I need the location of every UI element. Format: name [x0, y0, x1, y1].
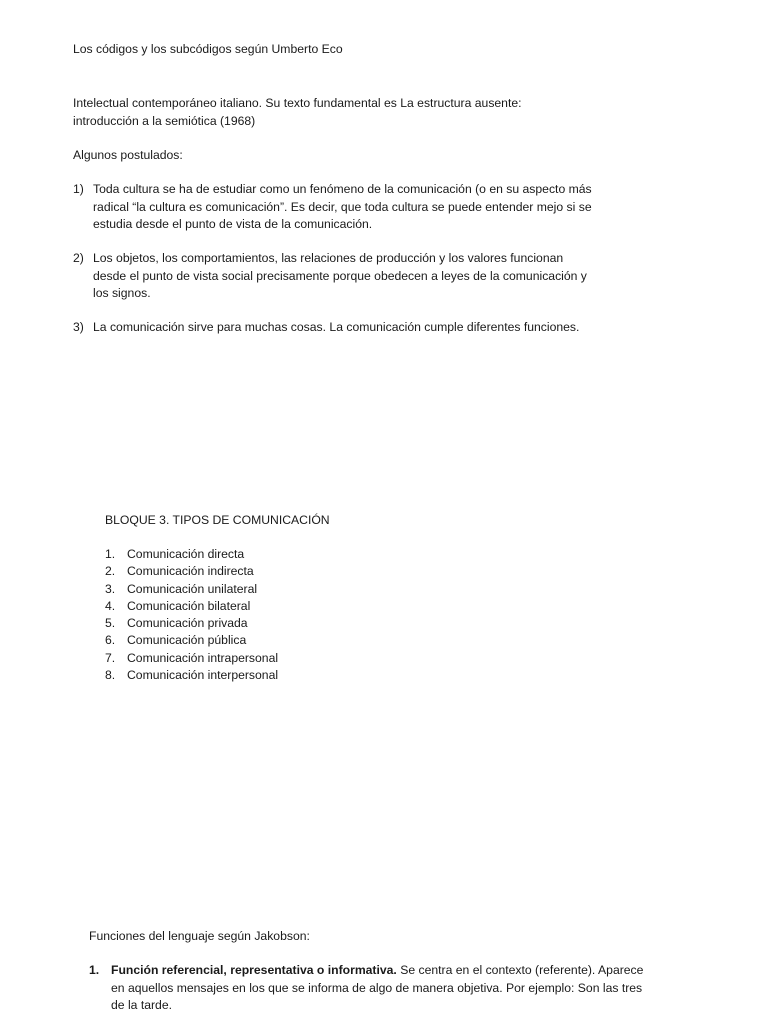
funcion-description: Se centra en el contexto (referente). Aparece en aquellos mensajes en los que se informa de algo de manera objetiva. Por ejemplo: Son las tres de la tarde. — [111, 963, 644, 1012]
postulados-heading: Algunos postulados: — [73, 148, 183, 162]
postulado-number: 3) — [73, 320, 84, 334]
intro-line-2: introducción a la semiótica (1968) — [73, 113, 256, 128]
intro-paragraph — [73, 95, 522, 130]
list-item-number: 8. — [105, 668, 116, 683]
list-item-label: Comunicación interpersonal — [127, 668, 279, 683]
postulado-text: Toda cultura se ha de estudiar como un fenómeno de la comunicación (o en su aspecto más radical “la cultura es comunicación”. Es decir, que toda cultura se puede entender mejo si se estudia desde el punto de vista de la comunicación. — [93, 182, 592, 231]
postulado-item — [73, 181, 653, 234]
funciones-heading: Funciones del lenguaje según Jakobson: — [89, 929, 310, 943]
postulado-item — [73, 250, 653, 303]
list-item-label: Comunicación pública — [127, 633, 247, 648]
list-item-number: 5. — [105, 616, 116, 631]
list-item-label: Comunicación intrapersonal — [127, 650, 279, 665]
postulado-number: 1) — [73, 182, 84, 196]
postulado-text: La comunicación sirve para muchas cosas. La comunicación cumple diferentes funciones. — [93, 320, 580, 334]
postulado-number: 2) — [73, 251, 84, 265]
list-item — [105, 667, 278, 684]
list-item-number: 6. — [105, 633, 116, 648]
list-item-number: 3. — [105, 581, 116, 596]
list-item — [105, 563, 278, 580]
postulado-text: Los objetos, los comportamientos, las relaciones de producción y los valores funcionan desde el punto de vista social precisamente porque obedecen a leyes de la comunicación y los signos. — [93, 251, 587, 300]
bloque-heading: BLOQUE 3. TIPOS DE COMUNICACIÓN — [105, 513, 330, 527]
funcion-body — [111, 962, 659, 1015]
list-item-number: 1. — [105, 547, 116, 561]
list-item — [105, 615, 278, 632]
list-item-label: Comunicación unilateral — [127, 581, 258, 596]
list-item — [105, 546, 278, 563]
list-item — [105, 632, 278, 649]
list-item-label: Comunicación directa — [127, 547, 245, 561]
list-item — [105, 581, 278, 598]
document-title: Los códigos y los subcódigos según Umberto Eco — [73, 42, 343, 56]
list-item-number: 2. — [105, 564, 116, 579]
tipos-list — [105, 546, 278, 684]
funcion-name: Función referencial, representativa o informativa. — [111, 963, 397, 977]
postulado-item — [73, 319, 653, 337]
list-item-label: Comunicación privada — [127, 616, 248, 631]
funcion-number: 1. — [89, 963, 100, 977]
list-item-number: 7. — [105, 650, 116, 665]
list-item-label: Comunicación bilateral — [127, 598, 251, 613]
list-item — [105, 650, 278, 667]
list-item — [105, 598, 278, 615]
list-item-number: 4. — [105, 598, 116, 613]
list-item-label: Comunicación indirecta — [127, 564, 254, 579]
funcion-item — [89, 962, 659, 1015]
intro-line-1: Intelectual contemporáneo italiano. Su texto fundamental es La estructura ausente: — [73, 96, 522, 110]
